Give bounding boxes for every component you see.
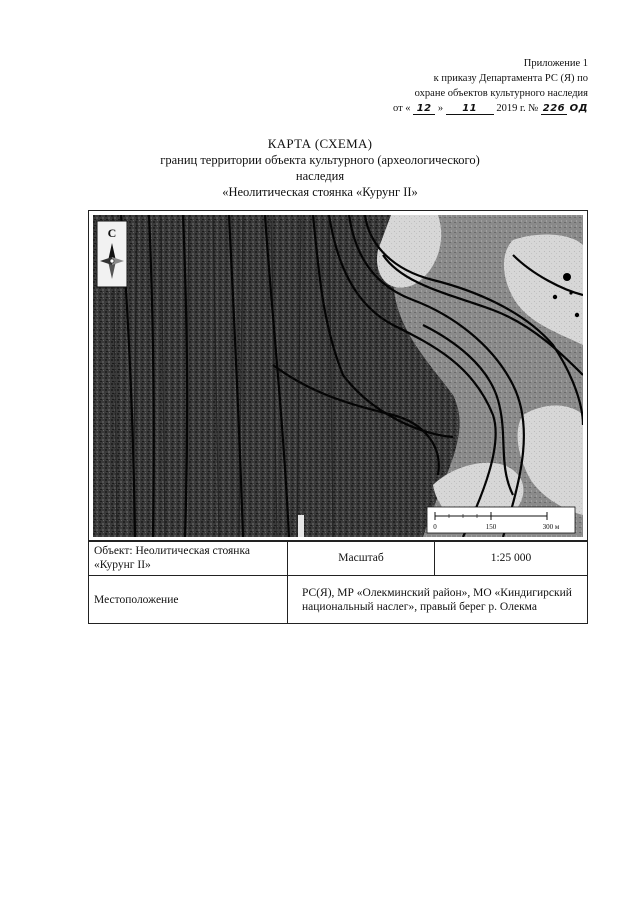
scale-value-cell: 1:25 000: [435, 541, 588, 576]
appendix-header: [348, 56, 588, 116]
date-day: 12: [413, 103, 435, 115]
info-table: [88, 540, 588, 624]
object-label-cell: Объект: Неолитическая стоянка «Курунг II»: [89, 541, 288, 576]
title-line-2: границ территории объекта культурного (археологического): [160, 153, 480, 167]
title-line-4: «Неолитическая стоянка «Курунг II»: [222, 185, 418, 199]
map-frame: [88, 210, 588, 542]
appendix-line-3: охране объектов культурного наследия: [414, 88, 588, 99]
table-row: [89, 541, 588, 576]
document-title: [120, 136, 520, 200]
location-label-cell: Местоположение: [89, 576, 288, 624]
title-line-1: КАРТА (СХЕМА): [267, 136, 373, 151]
scale-tick-150: 150: [485, 523, 497, 531]
scale-tick-300: 300 м: [542, 523, 560, 531]
title-line-3: наследия: [295, 169, 345, 183]
north-label: С: [107, 226, 117, 240]
scale-label-cell: Масштаб: [288, 541, 435, 576]
date-month: 11: [446, 103, 494, 115]
table-row: [89, 576, 588, 624]
location-value-cell: РС(Я), МР «Олекминский район», МО «Киндигирский национальный наслег», правый берег р. Олекма: [288, 576, 588, 624]
scale-bar: [427, 507, 575, 533]
appendix-line-1: Приложение 1: [523, 58, 588, 69]
compass-rose-icon: [97, 221, 127, 287]
appendix-date-line: [348, 101, 588, 116]
order-number: 226: [542, 103, 566, 114]
date-prefix: от «: [392, 103, 411, 114]
date-year: 2019 г. №: [496, 103, 539, 114]
order-number-suffix: ОД: [569, 103, 588, 114]
map-light-strip: [298, 515, 304, 537]
appendix-line-2: к приказу Департамента РС (Я) по: [433, 73, 588, 84]
date-day-close: »: [437, 103, 444, 114]
map-image: [93, 215, 583, 537]
scale-tick-0: 0: [433, 523, 437, 531]
